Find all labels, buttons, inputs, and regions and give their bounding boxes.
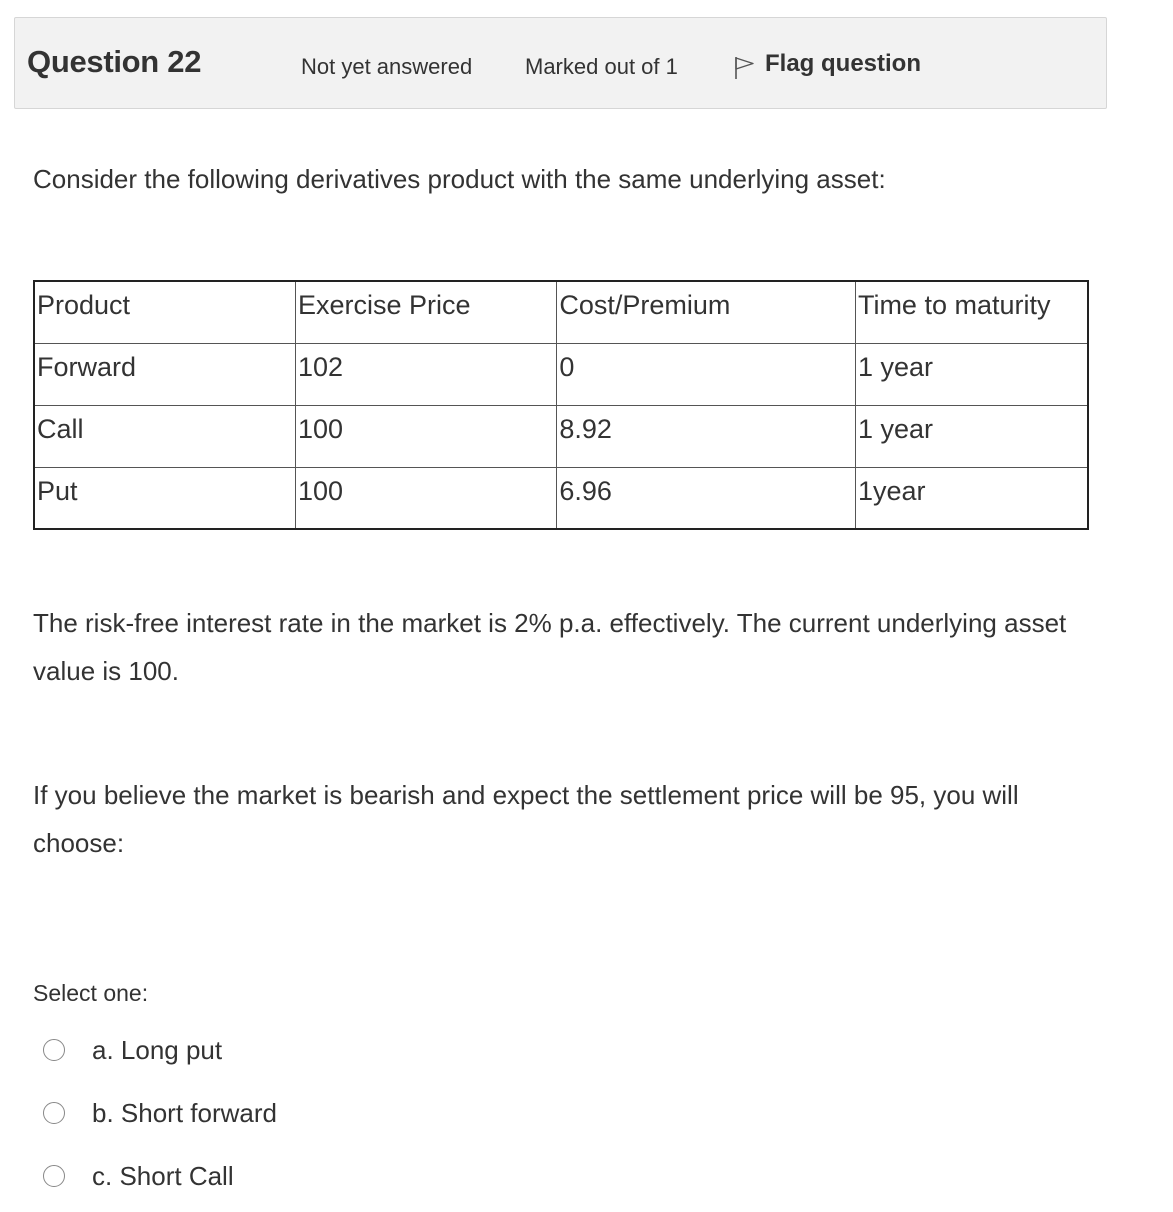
table-row xyxy=(34,467,1088,529)
question-number: Question 22 xyxy=(27,44,202,79)
answer-option-b[interactable] xyxy=(43,1097,277,1129)
table-cell: 1 year xyxy=(855,343,1088,405)
question-info-text: The risk-free interest rate in the market is 2% p.a. effectively. The current underlying asset value is 100. xyxy=(33,608,1067,686)
derivatives-table xyxy=(33,280,1089,530)
table-cell: 100 xyxy=(295,467,556,529)
flag-question-label: Flag question xyxy=(765,50,921,77)
table-cell: Forward xyxy=(34,343,295,405)
radio-button[interactable] xyxy=(43,1102,65,1124)
answer-option-a[interactable] xyxy=(43,1034,222,1066)
table-cell: 0 xyxy=(557,343,856,405)
radio-button[interactable] xyxy=(43,1039,65,1061)
answer-option-c[interactable] xyxy=(43,1160,234,1192)
answer-option-label: c. Short Call xyxy=(92,1160,234,1191)
radio-button[interactable] xyxy=(43,1165,65,1187)
table-cell: 1year xyxy=(855,467,1088,529)
table-header-cell: Cost/Premium xyxy=(557,281,856,343)
table-row xyxy=(34,405,1088,467)
question-state: Not yet answered xyxy=(301,54,473,79)
question-ask-text: If you believe the market is bearish and expect the settlement price will be 95, you will choose: xyxy=(33,780,1019,858)
answer-option-label: a. Long put xyxy=(92,1034,223,1065)
question-intro: Consider the following derivatives product with the same underlying asset: xyxy=(33,164,886,194)
question-info-bar xyxy=(14,17,1107,109)
answer-option-label: b. Short forward xyxy=(92,1097,277,1128)
table-row xyxy=(34,343,1088,405)
table-header-cell: Exercise Price xyxy=(295,281,556,343)
table-cell: 100 xyxy=(295,405,556,467)
flag-icon xyxy=(733,56,755,80)
table-cell: 8.92 xyxy=(557,405,856,467)
table-cell: Call xyxy=(34,405,295,467)
select-one-label: Select one: xyxy=(33,980,149,1006)
flag-question-button[interactable] xyxy=(733,50,921,90)
table-cell: 6.96 xyxy=(557,467,856,529)
question-grade: Marked out of 1 xyxy=(525,54,678,79)
table-header-row xyxy=(34,281,1088,343)
table-header-cell: Product xyxy=(34,281,295,343)
table-cell: 102 xyxy=(295,343,556,405)
table-cell: Put xyxy=(34,467,295,529)
table-header-cell: Time to maturity xyxy=(855,281,1088,343)
table-cell: 1 year xyxy=(855,405,1088,467)
